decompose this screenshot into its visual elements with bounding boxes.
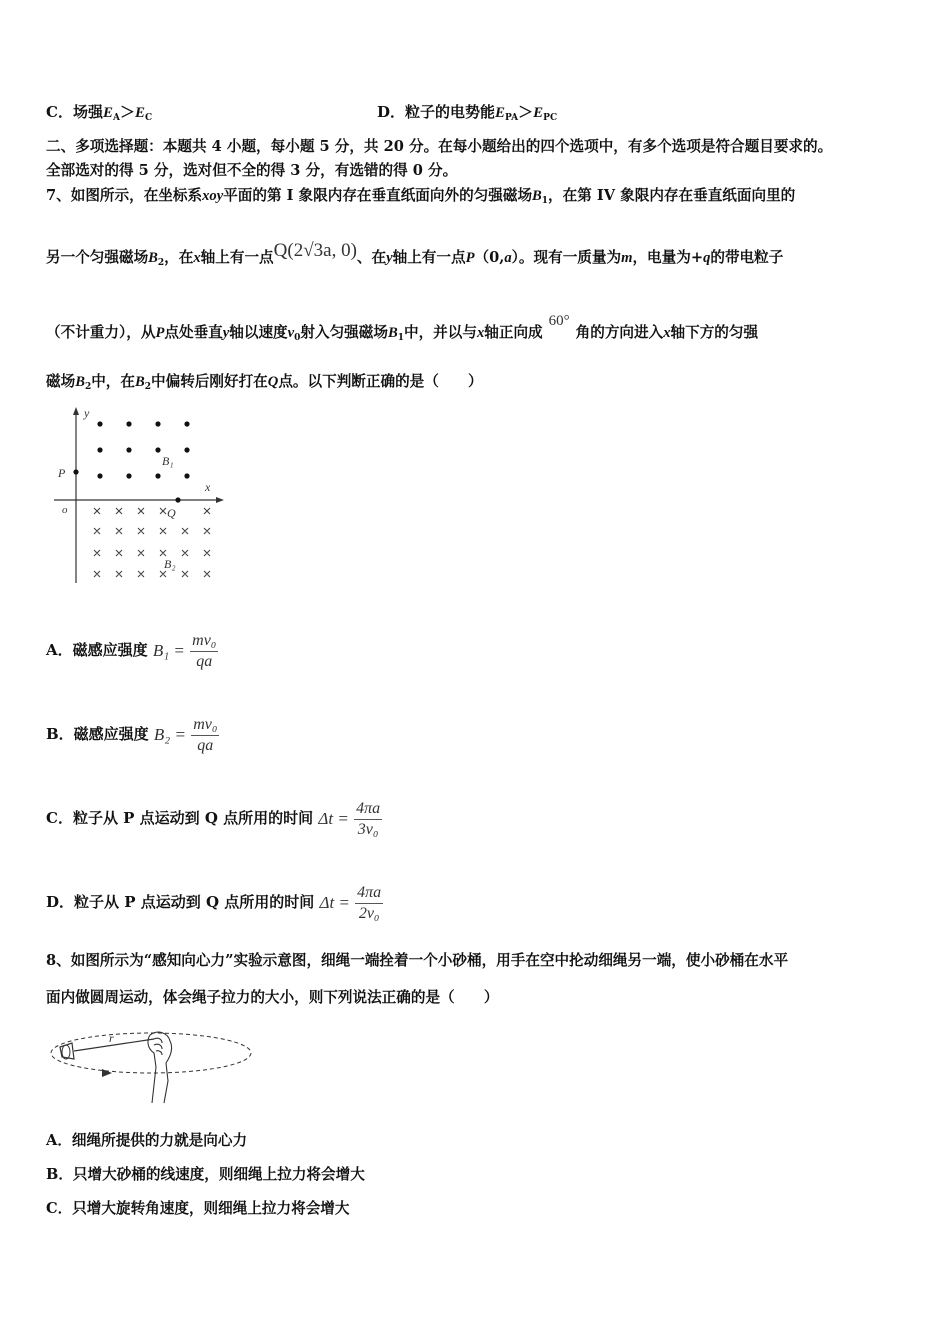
q7-option-a: A．磁感应强度 B₁ = $\frac{\text{mv₀}}{qa}$ xyxy=(46,631,217,670)
point-p xyxy=(73,469,78,474)
radius-label: r xyxy=(109,1031,114,1045)
q6-option-c: C．场强$E_A>E_C$ xyxy=(46,103,153,123)
section-heading: 二、多项选择题：本题共 4 小题，每小题 5 分，共 20 分。在每小题给出的四个选项中，有多个选项是符合题目要求的。 xyxy=(46,138,833,155)
section-scoring: 全部选对的得 5 分，选对但不全的得 3 分，有选错的得 0 分。 xyxy=(46,162,458,179)
field-b2-crosses xyxy=(94,508,210,577)
point-q-label: Q xyxy=(167,506,176,520)
fraction-d: $\frac{4\pi a}{\text{2v₀}}$ xyxy=(357,883,382,922)
fraction-b: $\frac{\text{mv₀}}{qa}$ xyxy=(193,715,218,754)
q7-option-d: D．粒子从 P 点运动到 Q 点所用的时间 Δt = $\frac{4\pi a}{\text{2v₀}}$ xyxy=(46,883,382,922)
point-q-coordinates: Q(2√3a, 0) xyxy=(273,240,357,261)
fraction-c: $\frac{4\pi a}{\text{3v₀}}$ xyxy=(356,799,381,838)
q8-stem-line2: 面内做圆周运动，体会绳子拉力的大小，则下列说法正确的是（ ） xyxy=(46,989,499,1006)
angle-60-degrees: 60° xyxy=(548,313,570,329)
q7-option-b: B．磁感应强度 B₂ = $\frac{\text{mv₀}}{qa}$ xyxy=(46,715,218,754)
hand-icon xyxy=(148,1032,172,1103)
q7-option-c: C．粒子从 P 点运动到 Q 点所用的时间 Δt = $\frac{4\pi a}{\text{3v₀}}$ xyxy=(46,799,381,838)
point-p-label: P xyxy=(58,466,66,480)
q8-stem-line1: 8、如图所示为“感知向心力”实验示意图，细绳一端拴着一个小砂桶，用手在空中抡动细绳另一端，使小砂桶在水平 xyxy=(46,952,789,969)
x-axis-label: x xyxy=(205,480,211,494)
q7-stem-line2: 另一个匀强磁场$B_2$，在x轴上有一点Q(2√3a, 0)、在y轴上有一点P（0,a）。现有一质量为m，电量为+q的带电粒子 xyxy=(46,240,784,268)
origin-label: o xyxy=(62,504,68,516)
rope xyxy=(74,1039,154,1051)
q8-option-b: B．只增大砂桶的线速度，则细绳上拉力将会增大 xyxy=(46,1166,365,1183)
y-axis-label: y xyxy=(84,406,90,420)
q7-stem-line3: （不计重力），从P点处垂直y轴以速度$v_0$射入匀强磁场$B_1$中，并以与x轴正向成60°角的方向进入x轴下方的匀强 xyxy=(46,313,759,343)
q8-option-a: A．细绳所提供的力就是向心力 xyxy=(46,1132,248,1149)
direction-arrow xyxy=(102,1069,112,1077)
q8-option-c: C．只增大旋转角速度，则细绳上拉力将会增大 xyxy=(46,1200,350,1217)
bucket-icon xyxy=(60,1043,74,1059)
centripetal-force-diagram xyxy=(46,1025,261,1110)
b2-label: B₂ xyxy=(164,557,176,571)
fraction-a: $\frac{\text{mv₀}}{qa}$ xyxy=(192,631,217,670)
q6-option-d: D．粒子的电势能$E_{PA}>E_{PC}$ xyxy=(377,103,558,123)
q7-stem-line4: 磁场$B_2$中，在$B_2$中偏转后刚好打在Q点。以下判断正确的是（ ） xyxy=(46,373,483,392)
point-q xyxy=(175,497,180,502)
magnetic-field-diagram xyxy=(50,405,230,585)
q7-stem-line1: 7、如图所示，在坐标系xoy平面的第 I 象限内存在垂直纸面向外的匀强磁场$B_1$，在第 IV 象限内存在垂直纸面向里的 xyxy=(46,187,796,206)
b1-label: B₁ xyxy=(162,454,174,468)
field-b1-dots xyxy=(97,421,189,478)
